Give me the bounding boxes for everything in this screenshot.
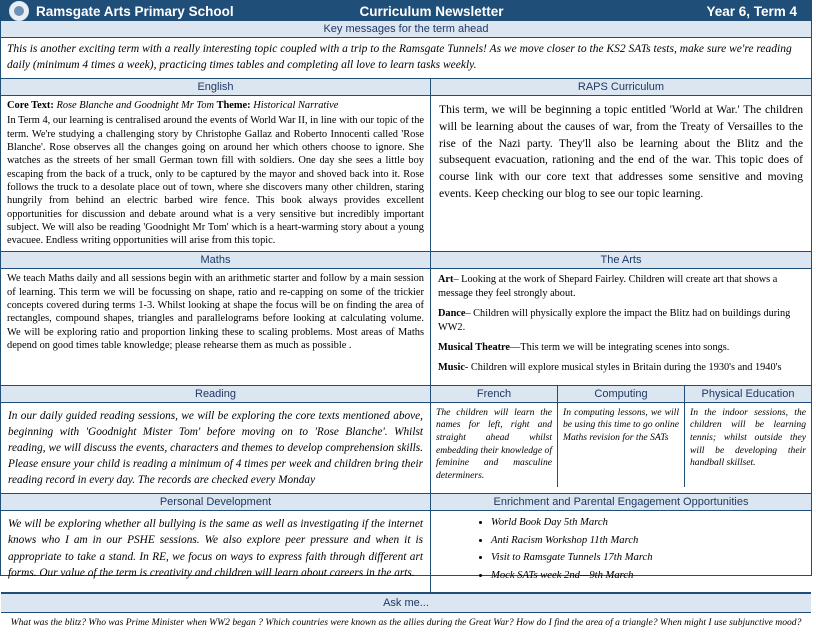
arts-item bbox=[438, 341, 804, 355]
reading-body: In our daily guided reading sessions, we will be exploring the core texts mentioned above, beginning with 'Goodnight Mister Tom' before moving on to 'Rose Blanche'. Whilst reading, we will discuss the events, characters and themes to develop comprehension skills. Please ensure your child is reading a minimum of 4 times per week and children bring their reading record in every day. The records are checked every Monday bbox=[8, 409, 423, 486]
pd-enrichment-row bbox=[1, 494, 811, 593]
key-messages-heading: Key messages for the term ahead bbox=[1, 21, 811, 38]
raps-heading: RAPS Curriculum bbox=[431, 79, 811, 96]
school-name: Ramsgate Arts Primary School bbox=[36, 3, 234, 19]
arts-text: – Children will physically explore the impact the Blitz had on buildings during WW2. bbox=[438, 308, 791, 334]
computing-body: In computing lessons, we will be using this time to go online Maths revision for the SATs bbox=[563, 406, 679, 444]
maths-heading: Maths bbox=[1, 252, 430, 269]
pe-heading: Physical Education bbox=[685, 386, 811, 403]
arts-item bbox=[438, 361, 804, 375]
raps-section bbox=[431, 79, 811, 251]
arts-item bbox=[438, 307, 804, 335]
personal-development-heading: Personal Development bbox=[1, 494, 430, 511]
core-text-titles: Rose Blanche and Goodnight Mr Tom bbox=[56, 100, 214, 112]
computing-heading: Computing bbox=[558, 386, 684, 403]
arts-text: – Looking at the work of Shepard Fairley. Children will create art that shows a message they feel strongly about. bbox=[438, 274, 778, 300]
list-item: • Visit to Ramsgate Tunnels 17th March bbox=[491, 552, 807, 565]
enrichment-section bbox=[431, 494, 811, 592]
english-raps-row bbox=[1, 79, 811, 252]
masthead bbox=[1, 1, 811, 21]
arts-subject: Musical Theatre bbox=[438, 342, 510, 354]
arts-heading: The Arts bbox=[431, 252, 811, 269]
computing-column bbox=[558, 386, 685, 487]
enrichment-heading: Enrichment and Parental Engagement Opportunities bbox=[431, 494, 811, 511]
personal-development-body: We will be exploring whether all bullying is the same as well as investigating if the internet knows who I am in our PSHE sessions. We also explore peer pressure and when it is appropriate to take a stand. In RE, we focus on ways to express faith through different art forms. Our value of the term is creativity and children will learn about careers in the arts. bbox=[8, 517, 423, 580]
ask-me-body: What was the blitz? Who was Prime Minister when WW2 began ? Which countries were known as the allies during the Great War? How do I find the area of a triangle? When might I use subjunctive mood? bbox=[10, 616, 802, 628]
maths-arts-row bbox=[1, 252, 811, 385]
enrichment-list bbox=[435, 517, 807, 583]
theme-value: Historical Narrative bbox=[253, 100, 339, 112]
english-core-text bbox=[7, 99, 424, 112]
french-column bbox=[431, 386, 558, 487]
reading-section bbox=[1, 386, 431, 493]
reading-subjects-row bbox=[1, 386, 811, 494]
arts-subject: Music bbox=[438, 361, 465, 373]
arts-body bbox=[431, 269, 811, 384]
newsletter-title: Curriculum Newsletter bbox=[359, 3, 504, 19]
list-item: • Anti Racism Workshop 11th March bbox=[491, 535, 807, 548]
personal-development-section bbox=[1, 494, 431, 592]
maths-section bbox=[1, 252, 431, 384]
reading-heading: Reading bbox=[1, 386, 430, 403]
year-term: Year 6, Term 4 bbox=[706, 3, 797, 19]
arts-subject: Art bbox=[438, 274, 454, 286]
school-crest-icon bbox=[9, 1, 29, 21]
english-body: In Term 4, our learning is centralised around the events of World War II, in line with our topic of the term. We're studying a challenging story by Christophe Gallaz and Roberto Innocenti called 'Rose Blanche'. Rose observes all the changes going on around her which others choose to ignore. She watches as the streets of her small German town fill with soldiers. One day she sees a little boy escaping from the back of a truck, only to be captured by the mayor and shoved back into it. Rose follows the truck to a desolate place out of town, where she discovers many other children, staring hungrily from behind an electric barbed wire fence. This book always provides excellent opportunities for discussion and debate around what is a very sensitive but incredibly important subject. We will also be reading 'Goodnight Mr Tom' which is a heart-warming story about a young evacuee. Endless writing opportunities will arise from this topic. bbox=[7, 115, 424, 247]
arts-section bbox=[431, 252, 811, 384]
arts-subject: Dance bbox=[438, 308, 466, 320]
subjects-triple-section bbox=[431, 386, 811, 493]
core-text-label: Core Text: bbox=[7, 100, 54, 112]
english-body-wrap bbox=[1, 96, 430, 251]
english-heading: English bbox=[1, 79, 430, 96]
raps-body: This term, we will be beginning a topic entitled 'World at War.' The children will be learning about the causes of war, from the Treaty of Versailles to the rise of the Nazi party. They'll also be learning about the Blitz and the subsequent evacuation, rationing and the end of the war. This topic does of course link with our core text that addresses some sensitive and moving events. Keep checking our blog to see our topic learning. bbox=[439, 103, 803, 201]
theme-label: Theme: bbox=[216, 100, 251, 112]
key-messages-text: This is another exciting term with a really interesting topic coupled with a trip to the Ramsgate Tunnels! As we move closer to the KS2 SATs tests, make sure we're reading daily (minimum 4 times a week), practicing times tables and completing all love to learn tasks weekly. bbox=[1, 38, 811, 79]
list-item: • Mock SATs week 2nd—9th March bbox=[491, 570, 807, 583]
arts-text: - Children will explore musical styles in Britain during the 1930's and 1940's bbox=[464, 361, 782, 373]
arts-item bbox=[438, 273, 804, 301]
french-body: The children will learn the names for left, right and straight ahead whilst embedding their knowledge of feminine and masculine determiners. bbox=[436, 406, 552, 482]
list-item: • World Book Day 5th March bbox=[491, 517, 807, 530]
french-heading: French bbox=[431, 386, 557, 403]
subjects-triple bbox=[431, 386, 811, 487]
pe-column bbox=[685, 386, 811, 487]
ask-me-heading: Ask me... bbox=[1, 593, 811, 613]
english-section bbox=[1, 79, 431, 251]
maths-body: We teach Maths daily and all sessions begin with an arithmetic starter and follow by a main session of learning. This term we will be focussing on shape, ratio and re-capping on some of the trickier concepts covered during terms 1-3. Whilst looking at shape the focus will be on finding the area of rectangles, compound shapes, triangles and parallelograms before looking at calculating volume. We will be exploring ratio and proportion linking these to scaling problems. Most areas of Maths depend on good times table knowledge; please rehearse them as much as possible . bbox=[7, 273, 424, 352]
arts-text: —This term we will be integrating scenes into songs. bbox=[509, 342, 730, 354]
pe-body: In the indoor sessions, the children will be learning tennis; whilst outside they will be developing their handball skillset. bbox=[690, 406, 806, 469]
